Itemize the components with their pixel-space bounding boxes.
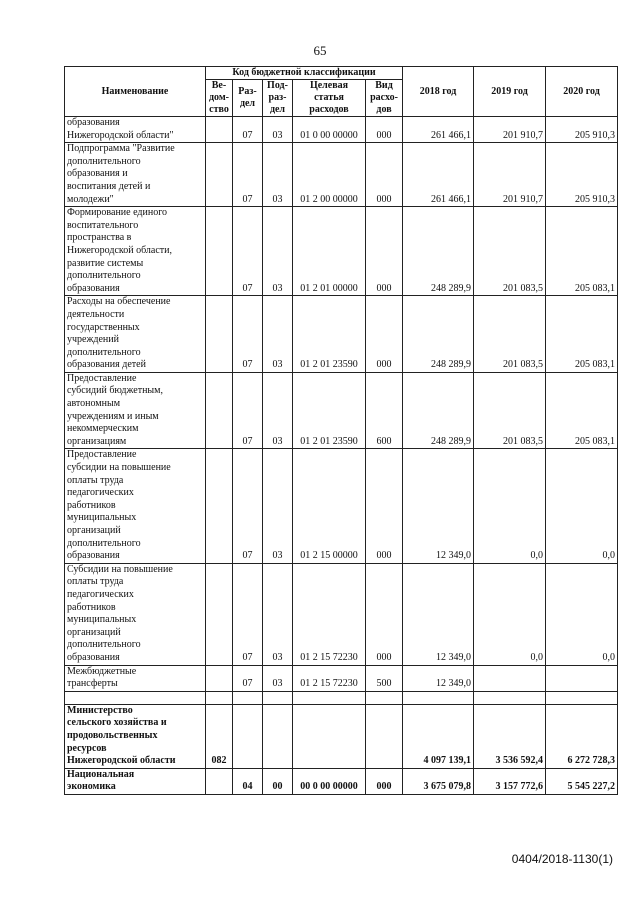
cell-razdel: 07 <box>233 665 263 691</box>
header-target: Целевая статья расходов <box>293 80 366 117</box>
table-row <box>65 704 618 768</box>
table-row <box>65 117 618 143</box>
cell-2018: 248 289,9 <box>403 207 474 296</box>
cell-razdel: 07 <box>233 372 263 449</box>
document-code: 0404/2018-1130(1) <box>511 852 613 866</box>
cell-target: 01 2 01 00000 <box>293 207 366 296</box>
cell-podrazdel <box>263 704 293 768</box>
cell-2019: 3 157 772,6 <box>474 768 546 794</box>
cell-2018: 261 466,1 <box>403 117 474 143</box>
cell-empty <box>65 691 206 704</box>
cell-empty <box>263 691 293 704</box>
cell-target: 01 2 01 23590 <box>293 372 366 449</box>
cell-vid <box>366 704 403 768</box>
cell-name: Субсидии на повышение оплаты труда педагогических работников муниципальных организаций дополнительного образования <box>65 563 206 665</box>
cell-empty <box>546 691 618 704</box>
cell-podrazdel: 03 <box>263 207 293 296</box>
cell-podrazdel: 03 <box>263 449 293 563</box>
page-number: 65 <box>313 43 327 58</box>
cell-2018: 12 349,0 <box>403 563 474 665</box>
table-row <box>65 691 618 704</box>
cell-ved: 082 <box>206 704 233 768</box>
cell-vid: 000 <box>366 768 403 794</box>
cell-target: 01 2 15 72230 <box>293 563 366 665</box>
cell-podrazdel: 00 <box>263 768 293 794</box>
cell-ved <box>206 296 233 373</box>
cell-razdel: 07 <box>233 207 263 296</box>
table-row <box>65 207 618 296</box>
cell-name: Национальная экономика <box>65 768 206 794</box>
cell-podrazdel: 03 <box>263 563 293 665</box>
cell-razdel: 07 <box>233 117 263 143</box>
cell-name: Формирование единого воспитательного пространства в Нижегородской области, развитие системы дополнительного образования <box>65 207 206 296</box>
cell-2020: 205 083,1 <box>546 207 618 296</box>
cell-vid: 000 <box>366 117 403 143</box>
cell-ved <box>206 207 233 296</box>
cell-ved <box>206 768 233 794</box>
cell-ved <box>206 372 233 449</box>
cell-name: образования Нижегородской области" <box>65 117 206 143</box>
table-body <box>65 117 618 795</box>
cell-empty <box>293 691 366 704</box>
header-row-group <box>65 67 618 80</box>
cell-2019: 201 910,7 <box>474 117 546 143</box>
cell-2020: 205 910,3 <box>546 117 618 143</box>
cell-2019: 0,0 <box>474 449 546 563</box>
cell-target: 01 0 00 00000 <box>293 117 366 143</box>
cell-podrazdel: 03 <box>263 296 293 373</box>
cell-2019: 201 910,7 <box>474 143 546 207</box>
table-row <box>65 563 618 665</box>
cell-2018: 12 349,0 <box>403 665 474 691</box>
cell-razdel: 07 <box>233 449 263 563</box>
cell-target: 01 2 15 00000 <box>293 449 366 563</box>
header-podrazdel: Под- раз- дел <box>263 80 293 117</box>
cell-2020: 0,0 <box>546 563 618 665</box>
cell-podrazdel: 03 <box>263 665 293 691</box>
cell-2019: 0,0 <box>474 563 546 665</box>
cell-2019: 201 083,5 <box>474 207 546 296</box>
cell-razdel: 04 <box>233 768 263 794</box>
cell-2020: 205 083,1 <box>546 296 618 373</box>
cell-podrazdel: 03 <box>263 143 293 207</box>
header-vid: Вид расхо- дов <box>366 80 403 117</box>
cell-2020: 0,0 <box>546 449 618 563</box>
cell-ved <box>206 143 233 207</box>
cell-target: 01 2 00 00000 <box>293 143 366 207</box>
cell-name: Министерство сельского хозяйства и продовольственных ресурсов Нижегородской области <box>65 704 206 768</box>
cell-vid: 000 <box>366 296 403 373</box>
cell-razdel: 07 <box>233 563 263 665</box>
cell-2020: 6 272 728,3 <box>546 704 618 768</box>
cell-2018: 261 466,1 <box>403 143 474 207</box>
cell-2019: 201 083,5 <box>474 296 546 373</box>
cell-empty <box>403 691 474 704</box>
header-razdel: Раз- дел <box>233 80 263 117</box>
cell-vid: 600 <box>366 372 403 449</box>
cell-target: 01 2 01 23590 <box>293 296 366 373</box>
budget-table <box>64 66 618 795</box>
cell-2020: 205 910,3 <box>546 143 618 207</box>
table-row <box>65 449 618 563</box>
cell-2018: 248 289,9 <box>403 296 474 373</box>
cell-target <box>293 704 366 768</box>
cell-empty <box>206 691 233 704</box>
header-ved: Ве- дом- ство <box>206 80 233 117</box>
cell-vid: 000 <box>366 563 403 665</box>
cell-vid: 000 <box>366 449 403 563</box>
cell-ved <box>206 563 233 665</box>
cell-podrazdel: 03 <box>263 372 293 449</box>
cell-2018: 4 097 139,1 <box>403 704 474 768</box>
header-name: Наименование <box>65 67 206 117</box>
cell-target: 01 2 15 72230 <box>293 665 366 691</box>
header-code-group: Код бюджетной классификации <box>206 67 403 80</box>
cell-name: Предоставление субсидий бюджетным, автономным учреждениям и иным некоммерческим организациям <box>65 372 206 449</box>
cell-target: 00 0 00 00000 <box>293 768 366 794</box>
cell-2020: 205 083,1 <box>546 372 618 449</box>
cell-razdel: 07 <box>233 143 263 207</box>
cell-ved <box>206 117 233 143</box>
cell-name: Предоставление субсидии на повышение оплаты труда педагогических работников муниципальных организаций дополнительного образования <box>65 449 206 563</box>
table-row <box>65 296 618 373</box>
cell-ved <box>206 665 233 691</box>
cell-2019: 3 536 592,4 <box>474 704 546 768</box>
cell-empty <box>474 691 546 704</box>
cell-2019: 201 083,5 <box>474 372 546 449</box>
cell-name: Подпрограмма "Развитие дополнительного образования и воспитания детей и молодежи" <box>65 143 206 207</box>
cell-vid: 000 <box>366 143 403 207</box>
table-row <box>65 665 618 691</box>
cell-razdel: 07 <box>233 296 263 373</box>
cell-name: Межбюджетные трансферты <box>65 665 206 691</box>
cell-2020: 5 545 227,2 <box>546 768 618 794</box>
cell-2018: 248 289,9 <box>403 372 474 449</box>
cell-razdel <box>233 704 263 768</box>
cell-empty <box>366 691 403 704</box>
cell-2020 <box>546 665 618 691</box>
header-2018: 2018 год <box>403 67 474 117</box>
cell-2019 <box>474 665 546 691</box>
cell-2018: 12 349,0 <box>403 449 474 563</box>
cell-2018: 3 675 079,8 <box>403 768 474 794</box>
table-row <box>65 372 618 449</box>
table-row <box>65 768 618 794</box>
cell-vid: 000 <box>366 207 403 296</box>
header-2020: 2020 год <box>546 67 618 117</box>
cell-name: Расходы на обеспечение деятельности государственных учреждений дополнительного образования детей <box>65 296 206 373</box>
cell-vid: 500 <box>366 665 403 691</box>
cell-podrazdel: 03 <box>263 117 293 143</box>
cell-ved <box>206 449 233 563</box>
header-2019: 2019 год <box>474 67 546 117</box>
cell-empty <box>233 691 263 704</box>
table-row <box>65 143 618 207</box>
